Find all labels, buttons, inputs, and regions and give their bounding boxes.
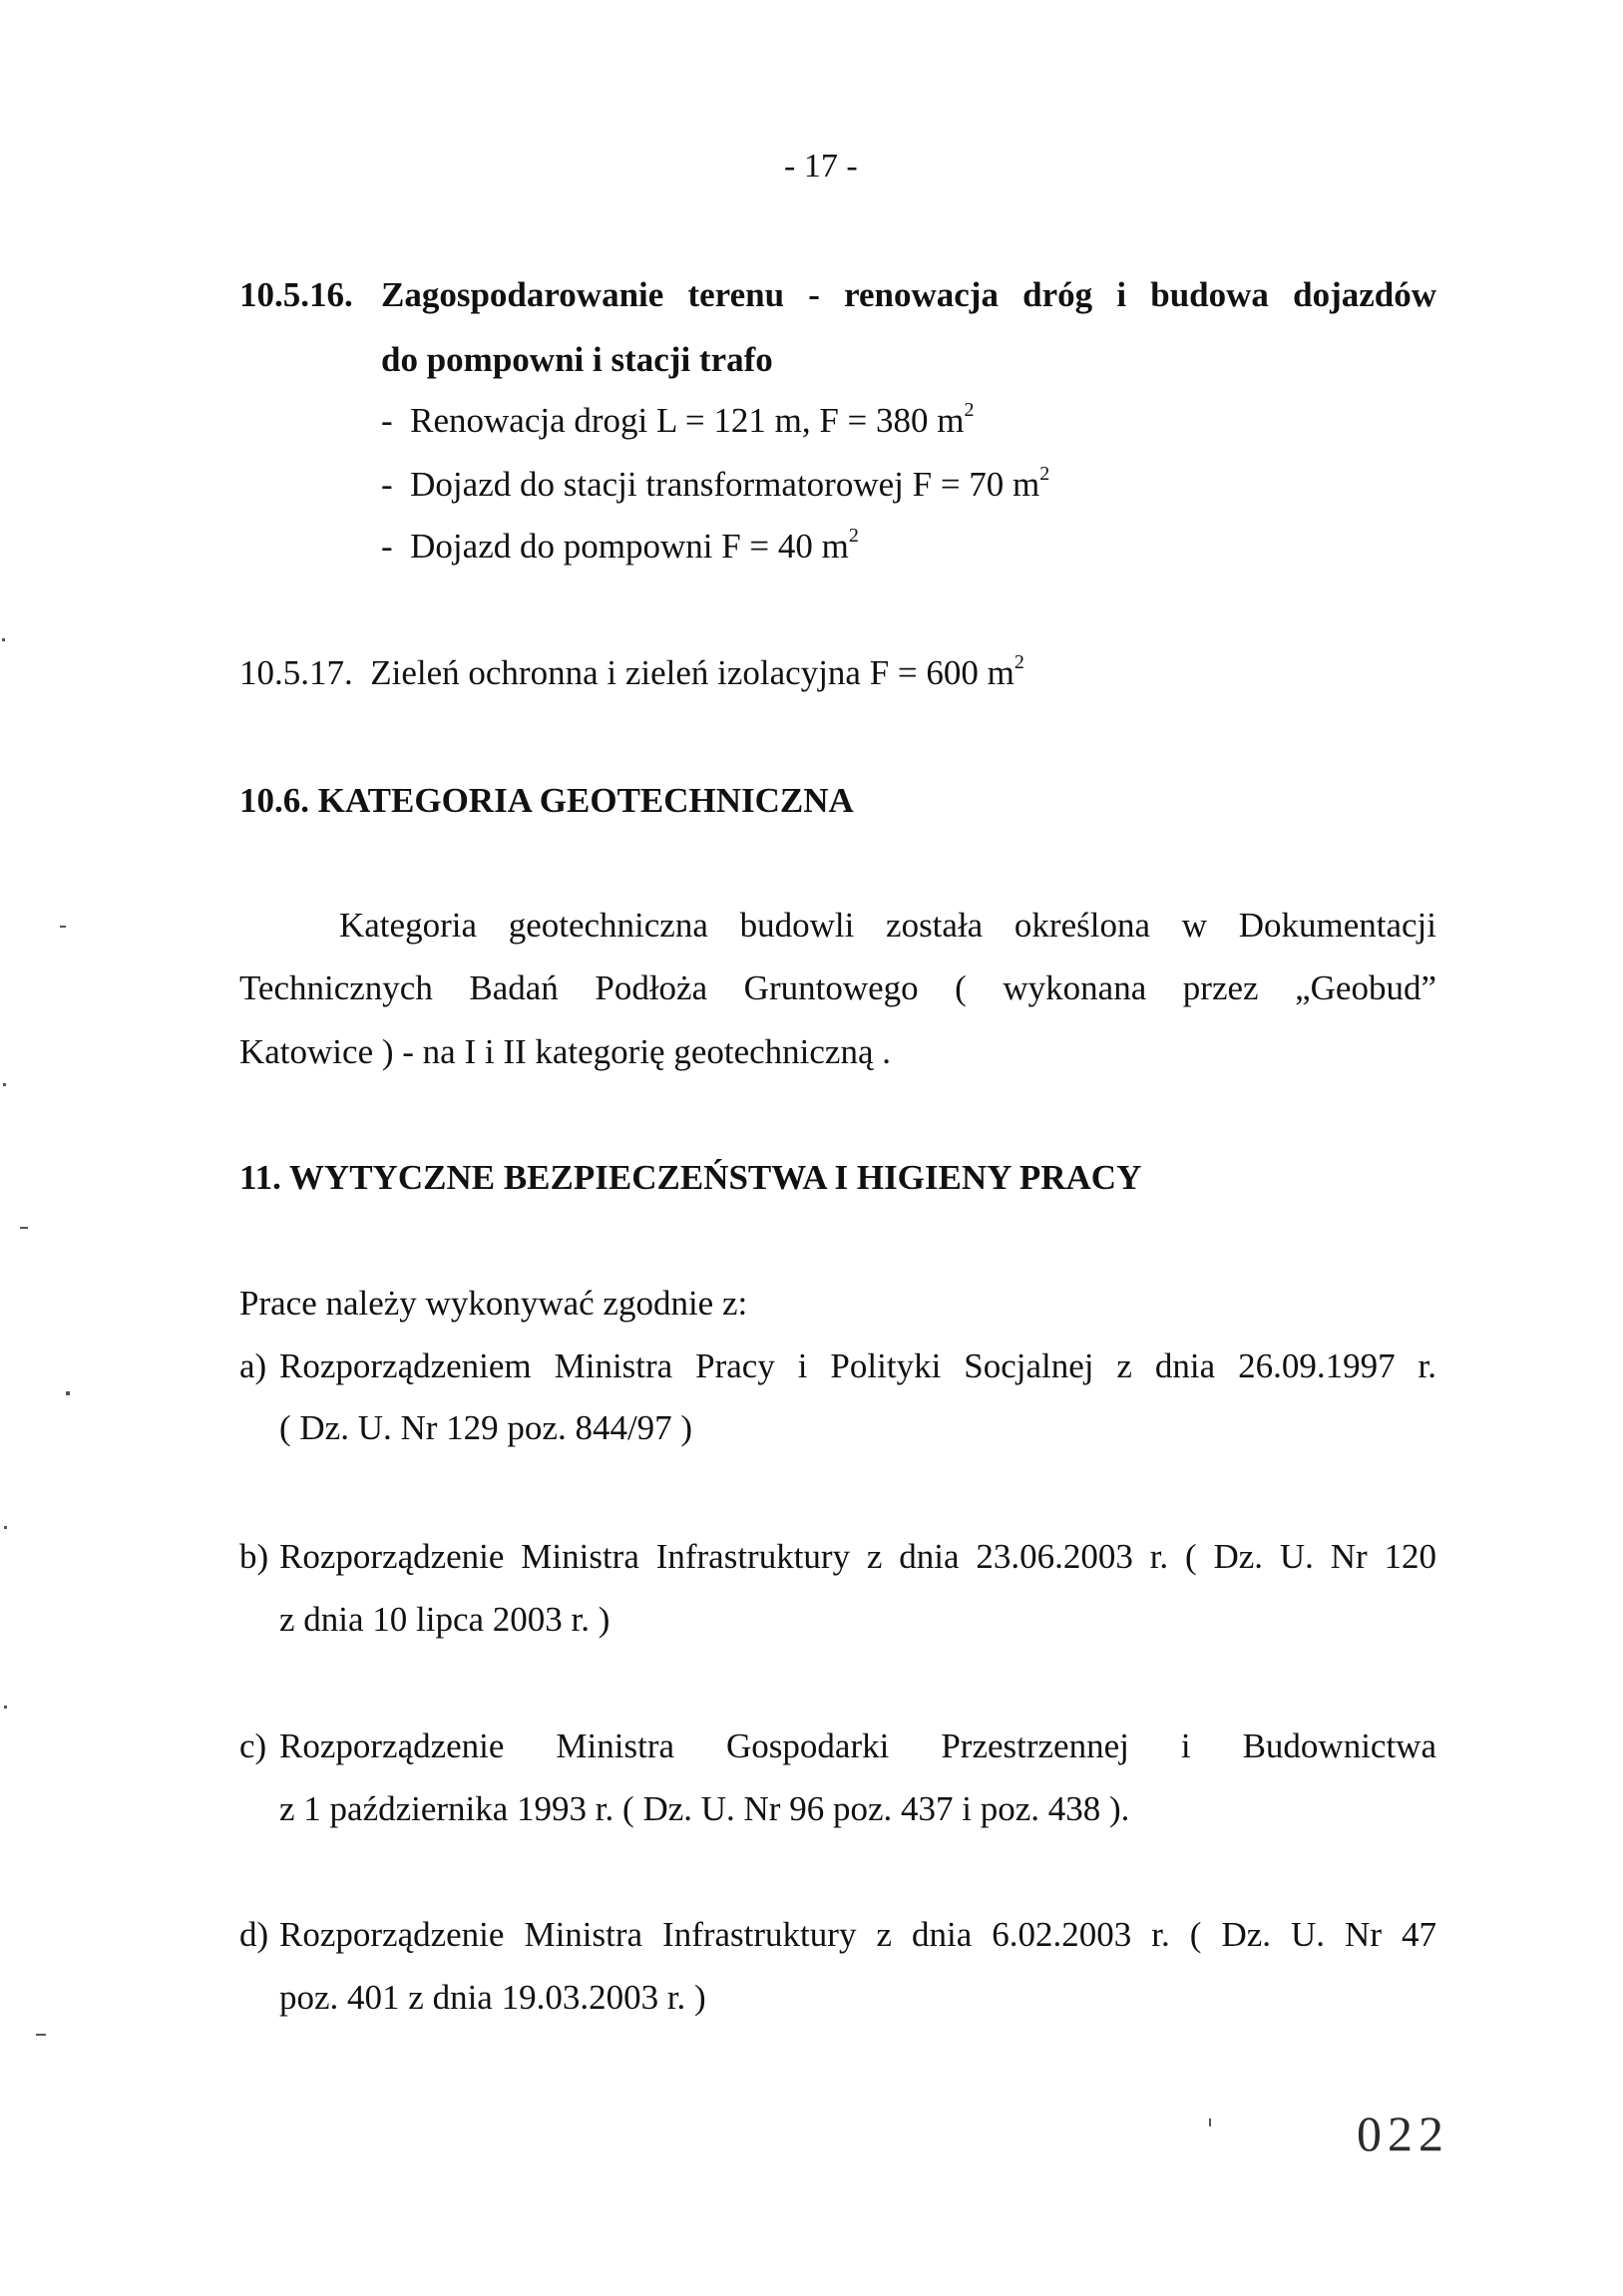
list-item	[381, 463, 1050, 504]
list-item-label: a)	[239, 1346, 267, 1385]
regulation-line: Rozporządzenie Ministra Infrastruktury z dnia 6.02.2003 r. ( Dz. U. Nr 47	[279, 1915, 1436, 1954]
list-item-text: Dojazd do pompowni F = 40 m	[410, 527, 849, 566]
section-title-10-5-16-line1: Zagospodarowanie terenu - renowacja dróg i budowa dojazdów	[381, 275, 1436, 314]
regulation-line: poz. 401 z dnia 19.03.2003 r. )	[279, 1978, 706, 2017]
list-item-text: Dojazd do stacji transformatorowej F = 70 m	[410, 465, 1040, 504]
list-item-label: d)	[239, 1915, 269, 1954]
paragraph-line: Technicznych Badań Podłoża Gruntowego ( wykonana przez „Geobud”	[239, 968, 1436, 1007]
paragraph-line: Katowice ) - na I i II kategorię geotechniczną .	[239, 1032, 892, 1071]
list-bullet: -	[381, 465, 393, 504]
scan-speck	[3, 1083, 6, 1086]
scan-speck	[66, 1391, 70, 1395]
scan-speck	[4, 1706, 7, 1709]
list-bullet: -	[381, 401, 393, 440]
scan-speck	[60, 926, 66, 928]
scan-speck	[20, 1227, 28, 1229]
page-number: - 17 -	[784, 148, 858, 185]
section-text-10-5-17: Zieleń ochronna i zieleń izolacyjna F = 600 m	[370, 653, 1014, 692]
scan-speck	[2, 638, 5, 641]
superscript: 2	[848, 525, 859, 547]
regulation-line: ( Dz. U. Nr 129 poz. 844/97 )	[279, 1408, 693, 1447]
list-item	[381, 525, 859, 566]
list-item-label: b)	[239, 1537, 269, 1576]
section-heading-10-6: 10.6. KATEGORIA GEOTECHNICZNA	[239, 781, 854, 820]
list-item-label: c)	[239, 1726, 267, 1765]
list-item-text: Renowacja drogi L = 121 m, F = 380 m	[410, 401, 965, 440]
regulation-line: Rozporządzeniem Ministra Pracy i Polityki Socjalnej z dnia 26.09.1997 r.	[279, 1346, 1436, 1385]
regulation-line: z 1 października 1993 r. ( Dz. U. Nr 96 poz. 437 i poz. 438 ).	[279, 1789, 1130, 1828]
list-item	[381, 399, 975, 440]
regulation-line: Rozporządzenie Ministra Infrastruktury z dnia 23.06.2003 r. ( Dz. U. Nr 120	[279, 1537, 1436, 1576]
section-number-10-5-16: 10.5.16.	[239, 275, 353, 314]
stamp-number: 022	[1357, 2105, 1449, 2161]
superscript: 2	[1014, 651, 1024, 673]
superscript: 2	[1039, 463, 1050, 485]
section-title-10-5-16-line2: do pompowni i stacji trafo	[381, 340, 773, 379]
scan-speck	[1209, 2118, 1211, 2126]
scan-speck	[36, 2034, 46, 2036]
scan-speck	[4, 1526, 7, 1529]
superscript: 2	[964, 399, 975, 421]
section-11-intro: Prace należy wykonywać zgodnie z:	[239, 1284, 748, 1323]
paragraph-line: Kategoria geotechniczna budowli została określona w Dokumentacji	[339, 906, 1436, 945]
section-number-10-5-17: 10.5.17.	[239, 653, 353, 692]
section-10-5-17	[239, 651, 1024, 692]
list-bullet: -	[381, 527, 393, 566]
regulation-line: z dnia 10 lipca 2003 r. )	[279, 1600, 610, 1639]
regulation-line: Rozporządzenie Ministra Gospodarki Przestrzennej i Budownictwa	[279, 1726, 1436, 1765]
section-heading-11: 11. WYTYCZNE BEZPIECZEŃSTWA I HIGIENY PRACY	[239, 1158, 1142, 1197]
